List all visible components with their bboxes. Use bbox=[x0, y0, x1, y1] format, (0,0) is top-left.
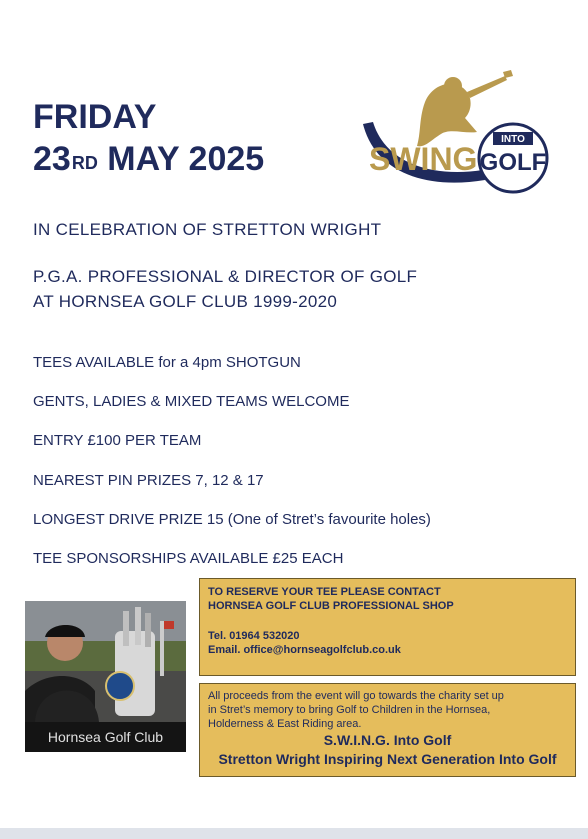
swing-into-golf-logo bbox=[355, 62, 555, 202]
footer-bar bbox=[0, 828, 588, 839]
photo-caption: Hornsea Golf Club bbox=[25, 722, 186, 752]
detail-item: NEAREST PIN PRIZES 7, 12 & 17 bbox=[33, 472, 264, 489]
celebration-line: IN CELEBRATION OF STRETTON WRIGHT bbox=[33, 220, 382, 239]
logo-word-into: INTO bbox=[501, 134, 525, 145]
event-day: FRIDAY bbox=[33, 98, 157, 136]
role-line-1: P.G.A. PROFESSIONAL & DIRECTOR OF GOLF bbox=[33, 267, 418, 286]
charity-text-line: Holderness & East Riding area. bbox=[208, 718, 362, 730]
charity-text-line: in Stret’s memory to bring Golf to Children in the Hornsea, bbox=[208, 704, 491, 716]
event-date bbox=[33, 96, 264, 180]
detail-item: GENTS, LADIES & MIXED TEAMS WELCOME bbox=[33, 393, 350, 410]
golfer-photo bbox=[25, 601, 186, 752]
logo-word-swing: SWING bbox=[369, 141, 478, 177]
role-line-2: AT HORNSEA GOLF CLUB 1999-2020 bbox=[33, 292, 338, 311]
contact-email: Email. office@hornseagolfclub.co.uk bbox=[208, 644, 401, 656]
charity-text-line: All proceeds from the event will go towards the charity set up bbox=[208, 690, 504, 702]
event-full-date bbox=[33, 138, 264, 180]
contact-line: TO RESERVE YOUR TEE PLEASE CONTACT bbox=[208, 586, 441, 598]
charity-heading: S.W.I.N.G. Into Golf bbox=[323, 732, 452, 748]
date-month-year: MAY 2025 bbox=[107, 140, 265, 178]
date-suffix: RD bbox=[71, 153, 98, 173]
detail-item: TEES AVAILABLE for a 4pm SHOTGUN bbox=[33, 354, 301, 371]
charity-box bbox=[199, 683, 576, 777]
detail-item: ENTRY £100 PER TEAM bbox=[33, 432, 202, 449]
date-number: 23 bbox=[33, 140, 71, 178]
logo-word-golf: GOLF bbox=[479, 149, 547, 176]
charity-subheading: Stretton Wright Inspiring Next Generation Into Golf bbox=[218, 751, 557, 767]
photo-image bbox=[25, 601, 186, 722]
contact-line: HORNSEA GOLF CLUB PROFESSIONAL SHOP bbox=[208, 600, 454, 612]
detail-item: LONGEST DRIVE PRIZE 15 (One of Stret’s favourite holes) bbox=[33, 511, 431, 528]
contact-telephone: Tel. 01964 532020 bbox=[208, 630, 300, 642]
detail-item: TEE SPONSORSHIPS AVAILABLE £25 EACH bbox=[33, 550, 344, 567]
contact-box bbox=[199, 578, 576, 676]
